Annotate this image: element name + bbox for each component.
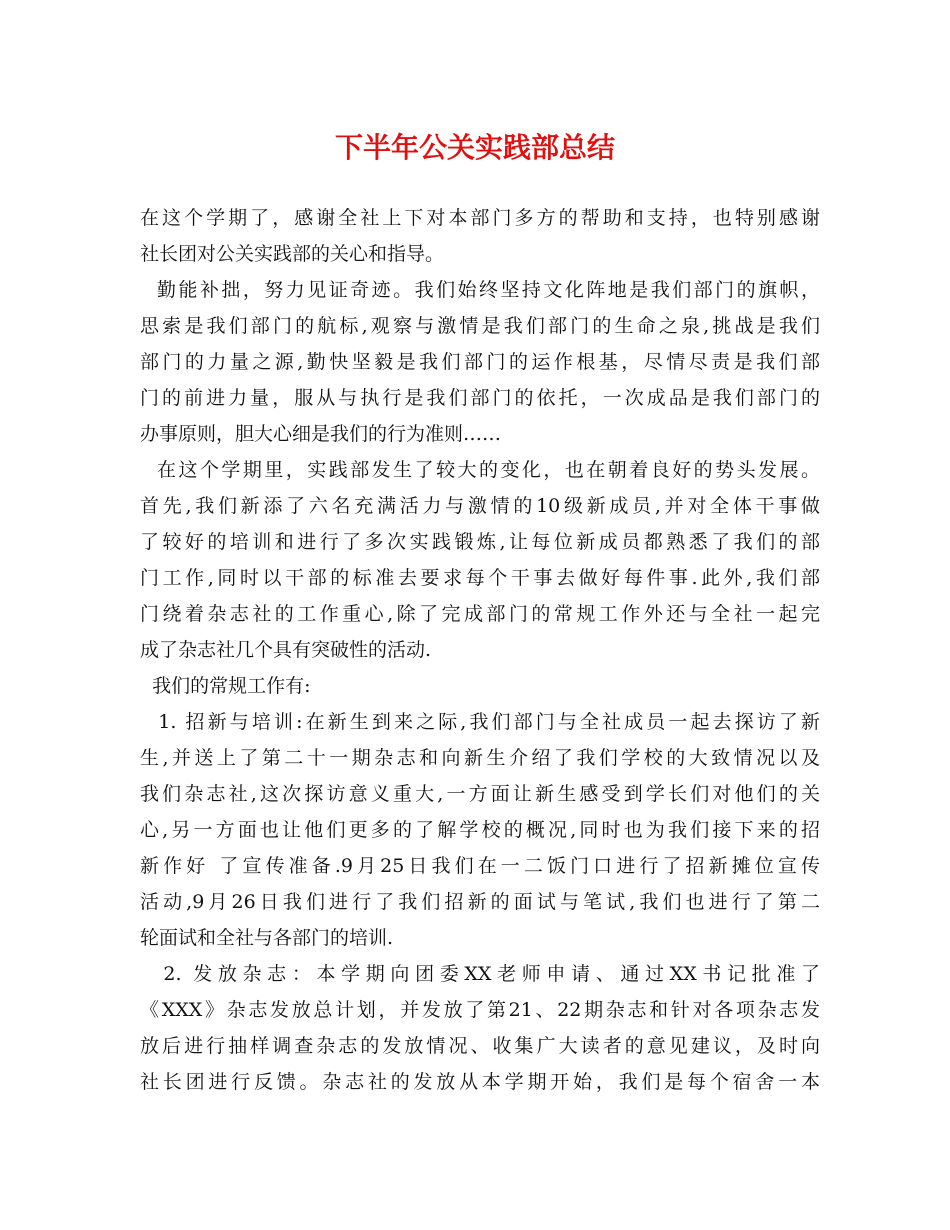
text-line: 门工作,同时以干部的标准去要求每个干事去做好每件事.此外,我们部 [140, 567, 820, 589]
text-line: 1. 招新与培训:在新生到来之际,我们部门与全社成员一起去探访了新 [140, 711, 820, 733]
text-line: 放后进行抽样调查杂志的发放情况、收集广大读者的意见建议，及时向 [140, 1035, 820, 1057]
text-line: 在这个学期里，实践部发生了较大的变化，也在朝着良好的势头发展。 [140, 459, 820, 481]
text-line: 心,另一方面也让他们更多的了解学校的概况,同时也为我们接下来的招 [140, 819, 820, 841]
text-line: 社长团进行反馈。杂志社的发放从本学期开始，我们是每个宿舍一本 [140, 1071, 820, 1093]
document-title: 下半年公关实践部总结 [334, 131, 615, 164]
text-line: 办事原则，胆大心细是我们的行为准则…… [140, 423, 502, 445]
text-line: 社长团对公关实践部的关心和指导。 [140, 243, 445, 265]
text-line: 门的前进力量，服从与执行是我们部门的依托，一次成品是我们部门的 [140, 387, 820, 409]
text-line: 轮面试和全社与各部门的培训. [140, 927, 394, 949]
text-line: 部门的力量之源,勤快坚毅是我们部门的运作根基，尽情尽责是我们部 [140, 351, 820, 373]
text-line: 首先,我们新添了六名充满活力与激情的10级新成员,并对全体干事做 [140, 495, 820, 517]
text-line: 勤能补拙，努力见证奇迹。我们始终坚持文化阵地是我们部门的旗帜， [140, 279, 820, 301]
text-line: 了较好的培训和进行了多次实践锻炼,让每位新成员都熟悉了我们的部 [140, 531, 820, 553]
text-line: 在这个学期了，感谢全社上下对本部门多方的帮助和支持，也特别感谢 [140, 207, 820, 229]
text-line: 活动,9月26日我们进行了我们招新的面试与笔试,我们也进行了第二 [140, 891, 820, 913]
text-line: 《XXX》杂志发放总计划，并发放了第21、22期杂志和针对各项杂志发 [140, 999, 820, 1021]
document-body [140, 200, 820, 1100]
text-line: 我们杂志社,这次探访意义重大,一方面让新生感受到学长们对他们的关 [140, 783, 820, 805]
text-line: 生,并送上了第二十一期杂志和向新生介绍了我们学校的大致情况以及 [140, 747, 820, 769]
text-line: 我们的常规工作有: [140, 675, 311, 697]
text-line: 成了杂志社几个具有突破性的活动. [140, 639, 432, 661]
text-line: 门绕着杂志社的工作重心,除了完成部门的常规工作外还与全社一起完 [140, 603, 820, 625]
text-line: 2. 发放杂志：本学期向团委XX老师申请、通过XX书记批准了 [140, 963, 820, 985]
text-line: 新作好 了宣传准备.9月25日我们在一二饭门口进行了招新摊位宣传 [140, 855, 820, 877]
text-line: 思索是我们部门的航标,观察与激情是我们部门的生命之泉,挑战是我们 [140, 315, 820, 337]
